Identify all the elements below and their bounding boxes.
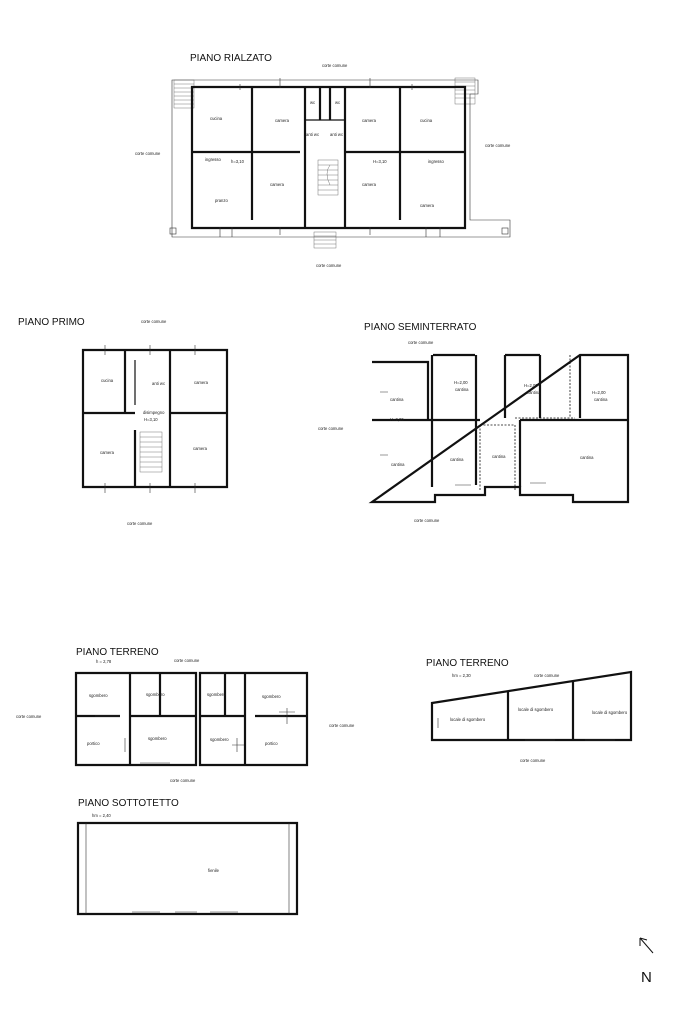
room-cucina-left: cucina [210,116,223,121]
height-left: h=3,10 [231,159,244,164]
label-corte-top: corte comune [141,319,167,324]
height-4: H=2,00 [592,390,606,395]
plan-title-terreno-2: PIANO TERRENO [426,658,509,669]
north-label: N [641,969,652,986]
room-cantina-7: cantina [492,454,506,459]
plan-piano-terreno-2 [426,658,631,763]
label-corte-bottom: corte comune [414,518,440,523]
plan-piano-sottotetto [78,798,297,914]
height-terreno-1: h = 2,78 [96,659,112,664]
room-antiwc-2: anti wc [330,132,344,137]
label-corte-left: corte comune [318,426,344,431]
room-antiwc-1: anti wc [306,132,320,137]
room-fienile: fienile [208,868,219,873]
room-cantina-1: cantina [390,397,404,402]
room-camera-2: camera [100,450,114,455]
entrance-stair [314,232,336,248]
room-cucina-right: cucina [420,118,433,123]
room-camera-4: camera [362,182,376,187]
plan-piano-seminterrato [318,322,628,523]
room-ingresso-left: ingresso [205,157,221,162]
room-camera-1: camera [275,118,289,123]
room-sgombero-2: sgombero [146,692,165,697]
room-portico-2: portico [265,741,278,746]
height-sottotetto: hm = 2,40 [92,813,111,818]
room-sgombero-3: sgombero [207,692,226,697]
height-1: H=2,00 [390,417,404,422]
label-corte-bottom: corte comune [520,758,546,763]
room-cantina-4: cantina [594,397,608,402]
room-wc-2: wc [335,100,341,105]
room-disimpegno: disimpegno [143,410,165,415]
plan-title-seminterrato: PIANO SEMINTERRATO [364,322,477,333]
room-camera-3: camera [270,182,284,187]
room-locale-3: locale di sgombero [592,710,628,715]
room-cantina-3: cantina [527,390,541,395]
label-corte-left: corte comune [135,151,161,156]
height-2: H=2,00 [454,380,468,385]
label-corte-bottom: corte comune [316,263,342,268]
plan-piano-primo [18,317,227,526]
room-pranzo: pranzo [215,198,228,203]
room-sgombero-4: sgombero [262,694,281,699]
room-camera-1: camera [194,380,208,385]
height-terreno-2: hm = 2,30 [452,673,471,678]
room-cantina-2: cantina [455,387,469,392]
room-portico-1: portico [87,741,100,746]
room-sgombero-6: sgombero [210,737,229,742]
height-right: H=3,10 [373,159,387,164]
plan-title-sottotetto: PIANO SOTTOTETTO [78,798,179,809]
room-locale-1: locale di sgombero [450,717,486,722]
north-arrow-icon [640,938,653,953]
room-ingresso-right: ingresso [428,159,444,164]
label-corte-bottom: corte comune [170,778,196,783]
stair-primo [140,432,162,472]
room-cantina-8: cantina [580,455,594,460]
room-cantina-5: cantina [391,462,405,467]
label-corte-right: corte comune [329,723,355,728]
room-camera-3: camera [193,446,207,451]
room-wc-1: wc [310,100,316,105]
plan-title-primo: PIANO PRIMO [18,317,85,328]
plan-piano-terreno-1 [16,647,355,783]
label-corte-left: corte comune [16,714,42,719]
room-camera-5: camera [420,203,434,208]
room-sgombero-5: sgombero [148,736,167,741]
label-corte-top: corte comune [174,658,200,663]
room-camera-2: camera [362,118,376,123]
central-stair [318,160,338,195]
label-corte-bottom: corte comune [127,521,153,526]
room-antiwc: anti wc [152,381,166,386]
height-3: H=2,00 [524,383,538,388]
room-cucina: cucina [101,378,114,383]
label-corte-top: corte comune [322,63,348,68]
room-cantina-6: cantina [450,457,464,462]
room-sgombero-1: sgombero [89,693,108,698]
label-corte-top: corte comune [408,340,434,345]
height-primo: H=3,10 [144,417,158,422]
plan-title-rialzato: PIANO RIALZATO [190,53,272,64]
label-corte-top: corte comune [534,673,560,678]
plan-piano-rialzato [135,53,511,268]
plan-title-terreno-1: PIANO TERRENO [76,647,159,658]
room-locale-2: locale di sgombero [518,707,554,712]
label-corte-right: corte comune [485,143,511,148]
